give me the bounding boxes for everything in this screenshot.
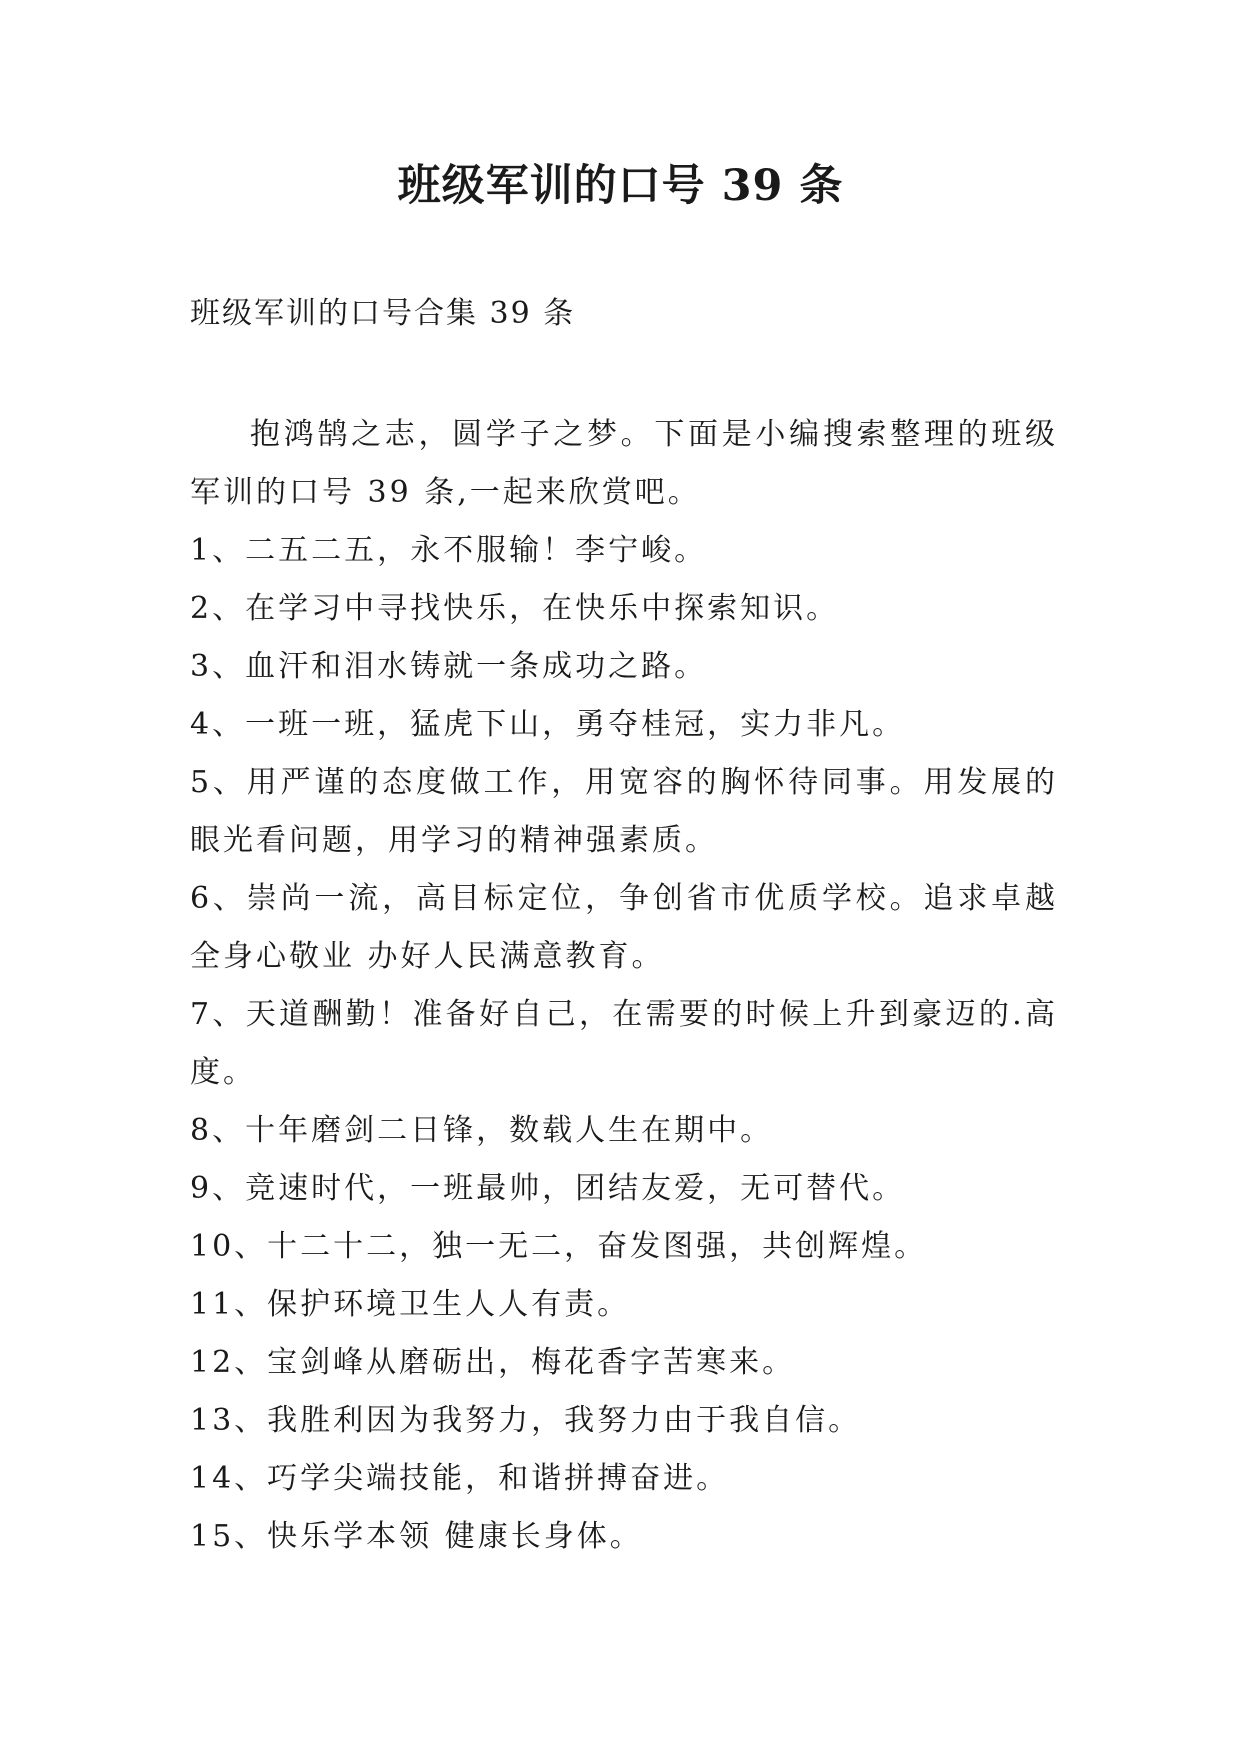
list-item: 15、快乐学本领 健康长身体。 <box>190 1519 643 1554</box>
list-item: 7、天道酬勤！准备好自己，在需要的时候上升到豪迈的.高度。 <box>190 997 1058 1090</box>
list-item: 2、在学习中寻找快乐，在快乐中探索知识。 <box>190 591 840 626</box>
list-item: 14、巧学尖端技能，和谐拼搏奋进。 <box>190 1461 730 1496</box>
list-item: 10、十二十二，独一无二，奋发图强，共创辉煌。 <box>190 1229 928 1264</box>
document-subtitle: 班级军训的口号合集 39 条 <box>190 296 576 331</box>
list-item: 12、宝剑峰从磨砺出，梅花香字苦寒来。 <box>190 1345 796 1380</box>
list-item: 11、保护环境卫生人人有责。 <box>190 1287 631 1322</box>
list-item: 1、二五二五，永不服输！李宁峻。 <box>190 533 708 568</box>
intro-paragraph: 抱鸿鹄之志，圆学子之梦。下面是小编搜索整理的班级军训的口号 39 条,一起来欣赏吧。 <box>190 417 1058 510</box>
list-item: 9、竞速时代，一班最帅，团结友爱，无可替代。 <box>190 1171 906 1206</box>
document-body <box>190 406 1058 1566</box>
list-item: 13、我胜利因为我努力，我努力由于我自信。 <box>190 1403 862 1438</box>
list-item: 6、崇尚一流，高目标定位，争创省市优质学校。追求卓越全身心敬业 办好人民满意教育。 <box>190 881 1058 974</box>
list-item: 8、十年磨剑二日锋，数载人生在期中。 <box>190 1113 774 1148</box>
document-title: 班级军训的口号 39 条 <box>397 161 844 211</box>
list-item: 3、血汗和泪水铸就一条成功之路。 <box>190 649 708 684</box>
list-item: 5、用严谨的态度做工作，用宽容的胸怀待同事。用发展的眼光看问题，用学习的精神强素质。 <box>190 765 1058 858</box>
list-item: 4、一班一班，猛虎下山，勇夺桂冠，实力非凡。 <box>190 707 906 742</box>
